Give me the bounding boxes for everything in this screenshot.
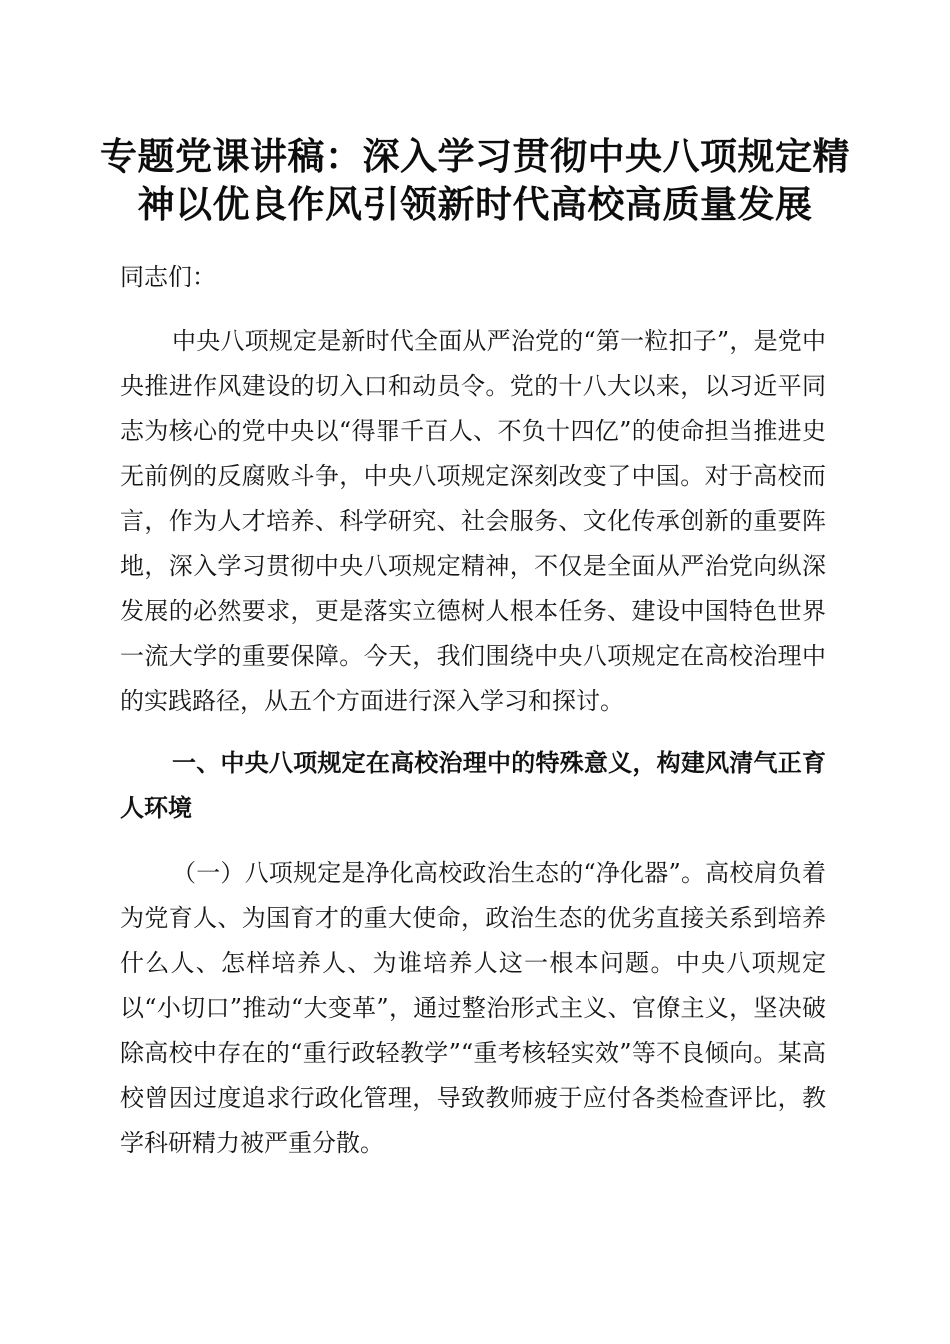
document-title: 专题党课讲稿：深入学习贯彻中央八项规定精神以优良作风引领新时代高校高质量发展 [100,134,850,226]
section-paragraph: （一）八项规定是净化高校政治生态的“净化器”。高校肩负着为党育人、为国育才的重大使命，政治生态的优劣直接关系到培养什么人、怎样培养人、为谁培养人这一根本问题。中央八项规定以“小切口”推动“大变革”，通过整治形式主义、官僚主义，坚决破除高校中存在的“重行政轻教学”“重考核轻实效”等不良倾向。某高校曾因过度追求行政化管理，导致教师疲于应付各类检查评比，教学科研精力被严重分散。 [120,859,826,1157]
section-heading: 一、中央八项规定在高校治理中的特殊意义，构建风清气正育人环境 [120,749,826,822]
intro-paragraph: 中央八项规定是新时代全面从严治党的“第一粒扣子”，是党中央推进作风建设的切入口和动员令。党的十八大以来，以习近平同志为核心的党中央以“得罪千百人、不负十四亿”的使命担当推进史无前例的反腐败斗争，中央八项规定深刻改变了中国。对于高校而言，作为人才培养、科学研究、社会服务、文化传承创新的重要阵地，深入学习贯彻中央八项规定精神，不仅是全面从严治党向纵深发展的必然要求，更是落实立德树人根本任务、建设中国特色世界一流大学的重要保障。今天，我们围绕中央八项规定在高校治理中的实践路径，从五个方面进行深入学习和探讨。 [120,327,826,715]
greeting: 同志们： [120,263,216,291]
